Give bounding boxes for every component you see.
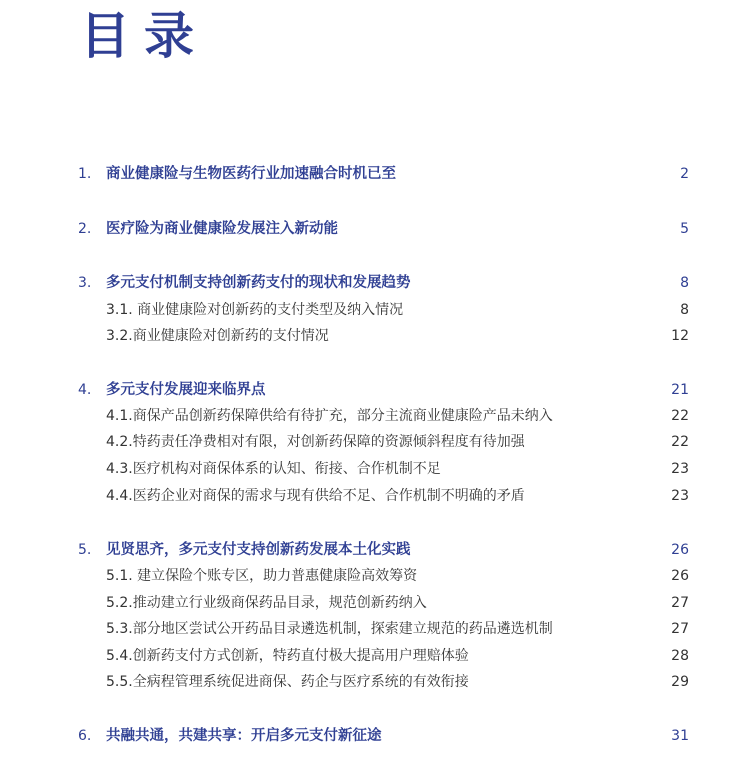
page-title: 目录 xyxy=(80,7,208,65)
toc-entry-label: 5.1. 建立保险个账专区，助力普惠健康险高效筹资 xyxy=(106,568,418,584)
toc-entry-page: 23 xyxy=(671,461,689,477)
toc-entry-chapter-3[interactable] xyxy=(0,272,733,294)
toc-entry-chapter-4[interactable] xyxy=(0,379,733,401)
toc-entry-page: 8 xyxy=(680,302,689,318)
toc-entry-section-5-3[interactable] xyxy=(0,618,733,640)
toc-entry-section-3-1[interactable] xyxy=(0,299,733,321)
toc-entry-label: 3.1. 商业健康险对创新药的支付类型及纳入情况 xyxy=(106,302,404,318)
toc-entry-number: 5. xyxy=(78,542,92,558)
toc-entry-label: 5.3.部分地区尝试公开药品目录遴选机制，探索建立规范的药品遴选机制 xyxy=(106,621,553,637)
toc-entry-page: 26 xyxy=(671,542,689,558)
toc-entry-page: 29 xyxy=(671,674,689,690)
toc-entry-page: 21 xyxy=(671,382,689,398)
toc-entry-label: 4.3.医疗机构对商保体系的认知、衔接、合作机制不足 xyxy=(106,461,441,477)
toc-entry-label: 5.5.全病程管理系统促进商保、药企与医疗系统的有效衔接 xyxy=(106,674,469,690)
toc-entry-chapter-5[interactable] xyxy=(0,539,733,561)
toc-entry-section-4-3[interactable] xyxy=(0,458,733,480)
toc-entry-section-5-4[interactable] xyxy=(0,645,733,667)
toc-entry-page: 26 xyxy=(671,568,689,584)
toc-entry-number: 4. xyxy=(78,382,92,398)
toc-entry-number: 2. xyxy=(78,221,92,237)
toc-entry-page: 5 xyxy=(680,221,689,237)
toc-entry-section-3-2[interactable] xyxy=(0,325,733,347)
toc-entry-chapter-6[interactable] xyxy=(0,725,733,747)
toc-entry-section-5-2[interactable] xyxy=(0,592,733,614)
toc-entry-section-4-2[interactable] xyxy=(0,431,733,453)
toc-entry-section-4-1[interactable] xyxy=(0,405,733,427)
toc-entry-chapter-1[interactable] xyxy=(0,163,733,185)
toc-entry-label: 5.2.推动建立行业级商保药品目录，规范创新药纳入 xyxy=(106,595,427,611)
toc-entry-label: 5.4.创新药支付方式创新，特药直付极大提高用户理赔体验 xyxy=(106,648,469,664)
toc-entry-page: 22 xyxy=(671,434,689,450)
toc-entry-label: 3.2.商业健康险对创新药的支付情况 xyxy=(106,328,329,344)
toc-entry-page: 28 xyxy=(671,648,689,664)
toc-entry-label: 医疗险为商业健康险发展注入新动能 xyxy=(106,221,338,237)
toc-entry-label: 共融共通，共建共享：开启多元支付新征途 xyxy=(106,728,382,744)
toc-entry-page: 22 xyxy=(671,408,689,424)
toc-entry-page: 12 xyxy=(671,328,689,344)
toc-entry-number: 1. xyxy=(78,166,92,182)
toc-entry-page: 8 xyxy=(680,275,689,291)
toc-entry-number: 3. xyxy=(78,275,92,291)
toc-entry-number: 6. xyxy=(78,728,92,744)
toc-entry-label: 4.4.医药企业对商保的需求与现有供给不足、合作机制不明确的矛盾 xyxy=(106,488,525,504)
toc-entry-label: 4.2.特药责任净费相对有限，对创新药保障的资源倾斜程度有待加强 xyxy=(106,434,525,450)
toc-entry-label: 4.1.商保产品创新药保障供给有待扩充，部分主流商业健康险产品未纳入 xyxy=(106,408,553,424)
toc-entry-label: 见贤思齐，多元支付支持创新药发展本土化实践 xyxy=(106,542,411,558)
toc-entry-page: 2 xyxy=(680,166,689,182)
toc-entry-label: 多元支付机制支持创新药支付的现状和发展趋势 xyxy=(106,275,411,291)
toc-entry-section-4-4[interactable] xyxy=(0,485,733,507)
toc-entry-page: 27 xyxy=(671,621,689,637)
toc-entry-section-5-5[interactable] xyxy=(0,671,733,693)
toc-entry-section-5-1[interactable] xyxy=(0,565,733,587)
toc-entry-page: 23 xyxy=(671,488,689,504)
toc-entry-page: 27 xyxy=(671,595,689,611)
toc-entry-chapter-2[interactable] xyxy=(0,218,733,240)
toc-entry-page: 31 xyxy=(671,728,689,744)
toc-entry-label: 商业健康险与生物医药行业加速融合时机已至 xyxy=(106,166,396,182)
toc-entry-label: 多元支付发展迎来临界点 xyxy=(106,382,266,398)
